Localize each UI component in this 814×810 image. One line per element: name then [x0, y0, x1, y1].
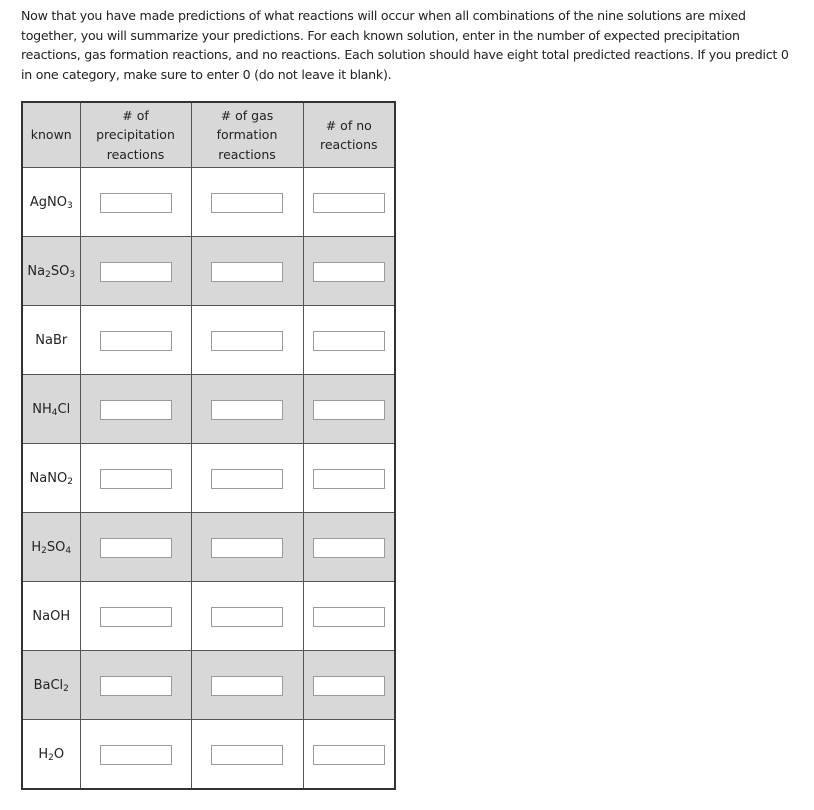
known-solution-cell — [22, 237, 80, 306]
header-precipitation-line: precipitation — [96, 127, 175, 143]
formula-text: NH — [32, 401, 52, 417]
none-cell — [303, 651, 395, 720]
formula-text: NaBr — [35, 332, 68, 348]
known-solution-cell — [22, 444, 80, 513]
formula-text: NaNO — [29, 470, 68, 486]
formula-text: O — [53, 746, 65, 762]
precipitation-count-input[interactable] — [100, 538, 172, 558]
precipitation-count-input[interactable] — [100, 676, 172, 696]
header-precipitation — [80, 102, 191, 168]
precipitation-cell — [80, 237, 191, 306]
header-gas — [191, 102, 303, 168]
table-row — [22, 168, 395, 237]
known-solution-label — [35, 333, 67, 348]
known-solution-cell — [22, 651, 80, 720]
formula-subscript: 2 — [41, 545, 47, 556]
gas-formation-count-input[interactable] — [211, 607, 283, 627]
known-solution-label — [30, 471, 73, 486]
header-known — [22, 102, 80, 168]
header-precipitation-line: # of — [122, 107, 149, 123]
formula-subscript: 2 — [45, 269, 51, 280]
gas-formation-count-input[interactable] — [211, 262, 283, 282]
formula-text: SO — [46, 539, 66, 555]
formula-text: H — [31, 539, 42, 555]
header-precipitation-line: reactions — [106, 146, 165, 162]
none-cell — [303, 375, 395, 444]
known-solution-cell — [22, 375, 80, 444]
formula-subscript: 2 — [63, 683, 69, 694]
predictions-table — [21, 101, 396, 790]
formula-text: AgNO — [29, 194, 67, 210]
gas-cell — [191, 582, 303, 651]
table-row — [22, 651, 395, 720]
table-row — [22, 237, 395, 306]
formula-text: Na — [27, 263, 46, 279]
no-reaction-count-input[interactable] — [313, 469, 385, 489]
precipitation-count-input[interactable] — [100, 607, 172, 627]
formula-subscript: 2 — [48, 752, 54, 763]
gas-cell — [191, 444, 303, 513]
precipitation-cell — [80, 375, 191, 444]
known-solution-cell — [22, 168, 80, 237]
header-known-label: known — [30, 127, 72, 143]
header-gas-line: # of gas — [220, 107, 274, 123]
none-cell — [303, 168, 395, 237]
instructions-text: Now that you have made predictions of what reactions will occur when all combinations of the nine solutions are mixed together, you will summarize your predictions. For each known solution, enter in the number of expected precipitation reactions, gas formation reactions, and no reactions. Each solution should have eight total predicted reactions. If you predict 0 in one category, make sure to enter 0 (do not leave it blank). — [21, 8, 789, 82]
table-body — [22, 168, 395, 790]
formula-subscript: 3 — [69, 269, 76, 280]
table-row — [22, 720, 395, 790]
known-solution-label — [38, 747, 64, 762]
no-reaction-count-input[interactable] — [313, 607, 385, 627]
table-row — [22, 513, 395, 582]
precipitation-count-input[interactable] — [100, 262, 172, 282]
formula-text: NaOH — [32, 608, 71, 624]
no-reaction-count-input[interactable] — [313, 400, 385, 420]
precipitation-cell — [80, 306, 191, 375]
formula-text: H — [38, 746, 49, 762]
table-row — [22, 444, 395, 513]
gas-cell — [191, 168, 303, 237]
formula-subscript: 4 — [51, 407, 58, 418]
precipitation-count-input[interactable] — [100, 193, 172, 213]
known-solution-cell — [22, 582, 80, 651]
precipitation-cell — [80, 168, 191, 237]
known-solution-label — [34, 678, 69, 693]
no-reaction-count-input[interactable] — [313, 538, 385, 558]
gas-formation-count-input[interactable] — [211, 331, 283, 351]
known-solution-cell — [22, 513, 80, 582]
formula-subscript: 2 — [67, 476, 73, 487]
gas-cell — [191, 720, 303, 790]
no-reaction-count-input[interactable] — [313, 676, 385, 696]
known-solution-cell — [22, 306, 80, 375]
table-row — [22, 375, 395, 444]
formula-text: SO — [50, 263, 70, 279]
formula-subscript: 3 — [66, 200, 73, 211]
gas-cell — [191, 237, 303, 306]
precipitation-count-input[interactable] — [100, 400, 172, 420]
precipitation-cell — [80, 720, 191, 790]
formula-text: Cl — [57, 401, 71, 417]
no-reaction-count-input[interactable] — [313, 193, 385, 213]
known-solution-cell — [22, 720, 80, 790]
none-cell — [303, 720, 395, 790]
gas-formation-count-input[interactable] — [211, 400, 283, 420]
no-reaction-count-input[interactable] — [313, 331, 385, 351]
header-no-reaction-line: # of no — [325, 117, 372, 133]
formula-subscript: 4 — [65, 545, 72, 556]
header-no-reaction-line: reactions — [319, 137, 378, 152]
precipitation-cell — [80, 582, 191, 651]
none-cell — [303, 237, 395, 306]
gas-formation-count-input[interactable] — [211, 193, 283, 213]
known-solution-label — [32, 402, 70, 417]
precipitation-cell — [80, 513, 191, 582]
precipitation-count-input[interactable] — [100, 469, 172, 489]
gas-cell — [191, 651, 303, 720]
header-gas-line: reactions — [218, 146, 276, 162]
gas-formation-count-input[interactable] — [211, 538, 283, 558]
no-reaction-count-input[interactable] — [313, 745, 385, 765]
gas-formation-count-input[interactable] — [211, 469, 283, 489]
gas-formation-count-input[interactable] — [211, 745, 283, 765]
precipitation-cell — [80, 444, 191, 513]
header-gas-line: formation — [216, 127, 278, 143]
known-solution-label — [31, 540, 71, 555]
header-no-reaction — [303, 102, 395, 168]
gas-formation-count-input[interactable] — [211, 676, 283, 696]
none-cell — [303, 513, 395, 582]
no-reaction-count-input[interactable] — [313, 262, 385, 282]
gas-cell — [191, 513, 303, 582]
gas-cell — [191, 306, 303, 375]
none-cell — [303, 306, 395, 375]
known-solution-label — [27, 264, 75, 279]
precipitation-count-input[interactable] — [100, 745, 172, 765]
precipitation-count-input[interactable] — [100, 331, 172, 351]
precipitation-cell — [80, 651, 191, 720]
none-cell — [303, 444, 395, 513]
known-solution-label — [30, 195, 73, 210]
gas-cell — [191, 375, 303, 444]
header-row — [22, 102, 395, 168]
table-row — [22, 582, 395, 651]
formula-text: BaCl — [33, 677, 64, 693]
known-solution-label — [32, 609, 70, 624]
table-row — [22, 306, 395, 375]
none-cell — [303, 582, 395, 651]
